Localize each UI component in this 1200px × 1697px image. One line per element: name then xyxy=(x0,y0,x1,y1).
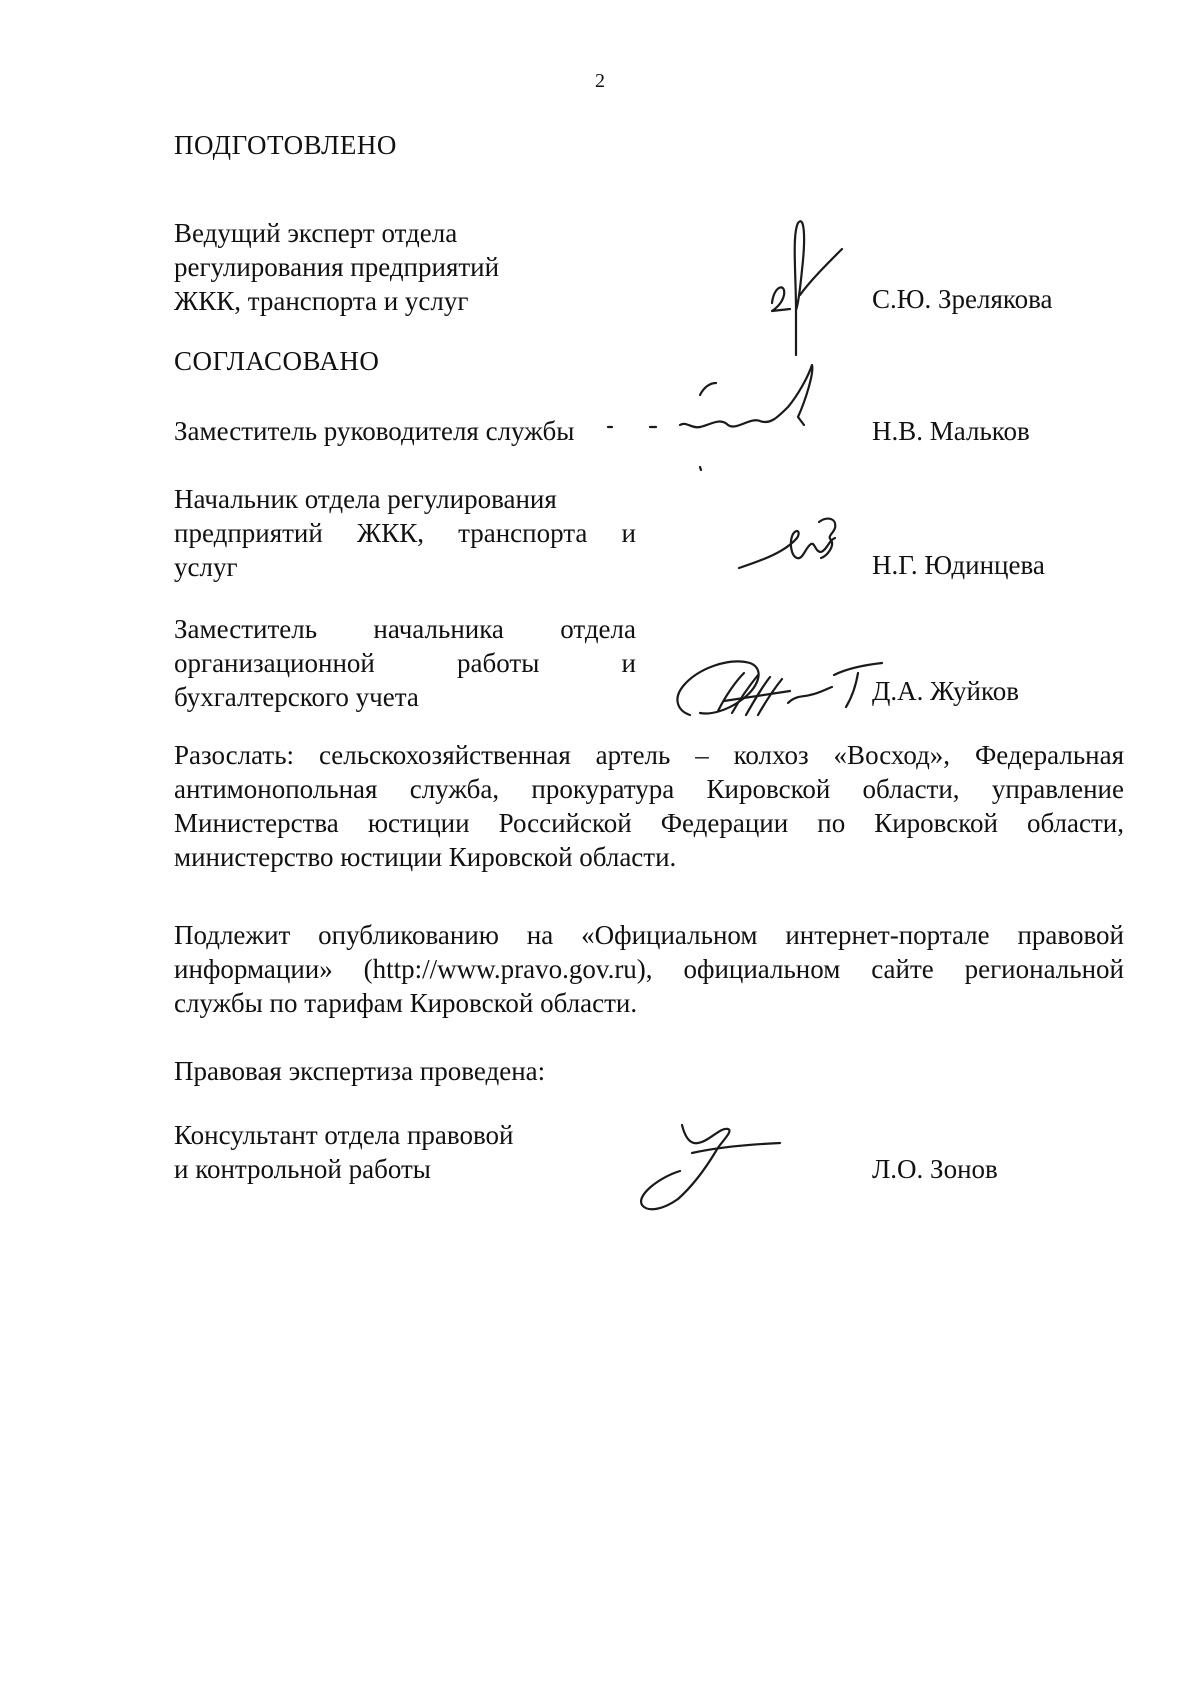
paragraph-line: антимонопольная служба, прокуратура Кировской области, управление xyxy=(174,774,1124,804)
signatory-name: Н.В. Мальков xyxy=(872,416,1030,446)
paragraph-line: Подлежит опубликованию на «Официальном интернет-портале правовой xyxy=(174,920,1124,950)
signature-zhuykov xyxy=(670,645,900,725)
signature-zrelyakova xyxy=(760,215,860,360)
distribution-paragraph xyxy=(174,738,1124,874)
position-line: услуг xyxy=(174,552,238,582)
signature-malkov xyxy=(600,355,860,475)
position-line: Заместитель начальника отдела xyxy=(174,614,636,644)
position-line: ЖКК, транспорта и услуг xyxy=(174,286,469,316)
legal-review-name: Л.О. Зонов xyxy=(872,1154,998,1184)
position-line: Заместитель руководителя службы xyxy=(174,416,575,446)
paragraph-line: службы по тарифам Кировской области. xyxy=(174,988,638,1018)
signature-zonov xyxy=(620,1115,800,1215)
signatory-position xyxy=(174,482,636,584)
signatory-name: Н.Г. Юдинцева xyxy=(872,550,1045,580)
signatory-name: Д.А. Жуйков xyxy=(872,676,1019,706)
agreed-heading: СОГЛАСОВАНО xyxy=(174,346,380,376)
paragraph-line: Разослать: сельскохозяйственная артель – колхоз «Восход», Федеральная xyxy=(174,740,1124,770)
signatory-position xyxy=(174,414,654,448)
position-line: бухгалтерского учета xyxy=(174,682,419,712)
signatory-position xyxy=(174,612,636,714)
position-line: Начальник отдела регулирования xyxy=(174,484,557,514)
legal-review-heading: Правовая экспертиза проведена: xyxy=(174,1056,546,1086)
position-line: предприятий ЖКК, транспорта и xyxy=(174,518,636,548)
position-line: Консультант отдела правовой xyxy=(174,1120,514,1150)
prepared-heading: ПОДГОТОВЛЕНО xyxy=(174,130,397,160)
position-line: организационной работы и xyxy=(174,648,636,678)
position-line: и контрольной работы xyxy=(174,1154,431,1184)
paragraph-line: информации» (http://www.pravo.gov.ru), официальном сайте региональной xyxy=(174,954,1124,984)
publication-paragraph xyxy=(174,918,1124,1020)
page-number: 2 xyxy=(595,70,605,92)
legal-review-position xyxy=(174,1118,644,1186)
prepared-position xyxy=(174,216,644,318)
prepared-name: С.Ю. Зрелякова xyxy=(872,284,1053,314)
position-line: регулирования предприятий xyxy=(174,252,500,282)
paragraph-line: Министерства юстиции Российской Федерации по Кировской области, xyxy=(174,808,1124,838)
position-line: Ведущий эксперт отдела xyxy=(174,218,458,248)
signature-yudintseva xyxy=(735,510,850,580)
paragraph-line: министерство юстиции Кировской области. xyxy=(174,842,677,872)
